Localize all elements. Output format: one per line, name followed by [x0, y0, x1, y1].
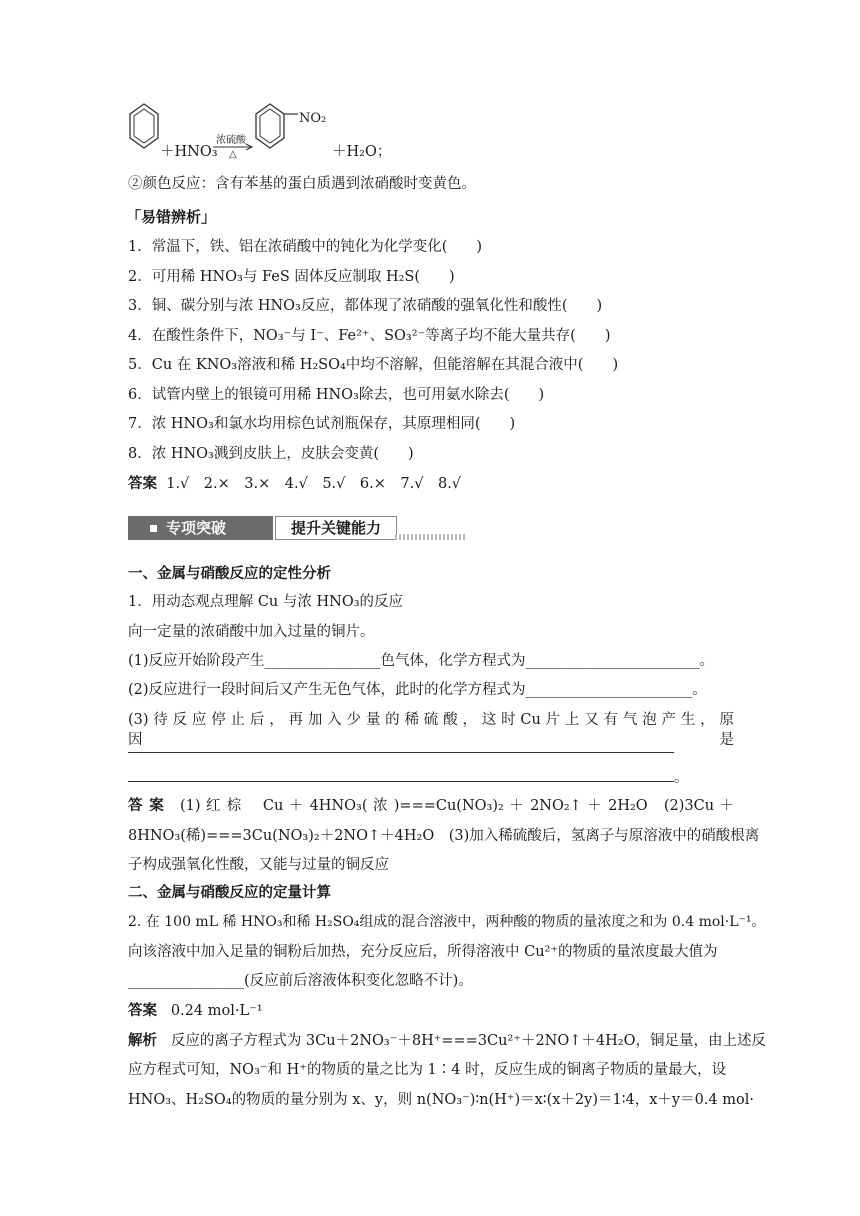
answer-label: 答 案	[128, 798, 165, 814]
q2-answer	[128, 1001, 263, 1021]
errors-section-title	[126, 206, 216, 227]
q2-analysis-line3: HNO₃、H₂SO₄的物质的量分别为 x、y，则 n(NO₃⁻)∶n(H⁺)＝x∶(x＋2y)＝1∶4，x＋y＝0.4 mol·	[128, 1092, 754, 1108]
q2-line1: 2. 在 100 mL 稀 HNO₃和稀 H₂SO₄组成的混合溶液中，两种酸的物质的量浓度之和为 0.4 mol·L⁻¹。	[128, 914, 766, 930]
q2-line3: ________________(反应前后溶液体积变化忽略不计)。	[128, 973, 473, 989]
catalyst-label: 浓硫酸	[216, 135, 246, 146]
q1-title: 1．用动态观点理解 Cu 与浓 HNO₃的反应	[128, 594, 404, 610]
answer-label: 答案	[128, 476, 157, 492]
error-item: 6．试管内壁上的银镜可用稀 HNO₃除去，也可用氨水除去( )	[128, 387, 545, 403]
error-item: 3．铜、碳分别与浓 HNO₃反应，都体现了浓硝酸的强氧化性和酸性( )	[128, 298, 603, 314]
q1-part1: (1)反应开始阶段产生________________色气体，化学方程式为________________________。	[128, 653, 715, 669]
answer-blank-line	[128, 781, 674, 782]
analysis-label: 解析	[128, 1033, 157, 1049]
reagent-hno3: ＋HNO₃	[160, 144, 218, 160]
product-h2o: ＋H₂O；	[332, 144, 392, 160]
no2-group: NO₂	[299, 111, 327, 126]
errors-title-text: 易错辨析	[141, 208, 202, 226]
bracket-right-icon: 」	[201, 208, 217, 226]
blank-period: 。	[674, 770, 689, 786]
bracket-left-icon: 「	[126, 208, 142, 226]
q2-line2: 向该溶液中加入足量的铜粉后加热，充分反应后，所得溶液中 Cu²⁺的物质的量浓度最大值为	[128, 944, 718, 960]
analysis-text: 反应的离子方程式为 3Cu＋2NO₃⁻＋8H⁺===3Cu²⁺＋2NO↑＋4H₂O，铜足量，由上述反	[170, 1033, 766, 1049]
section2-title: 二、金属与硝酸反应的定量计算	[128, 885, 331, 901]
errors-answer	[128, 474, 461, 494]
q1-part2: (2)反应进行一段时间后又产生无色气体，此时的化学方程式为_______________________。	[128, 682, 707, 698]
nitrobenzene-ring-icon	[254, 102, 314, 152]
benzene-ring-icon	[128, 102, 160, 152]
banner-stripe	[395, 534, 467, 540]
answer-text: 1.√ 2.× 3.× 4.√ 5.√ 6.× 7.√ 8.√	[166, 476, 462, 492]
heat-symbol: △	[229, 149, 237, 160]
q1-answer-line1	[128, 796, 734, 816]
error-item: 4．在酸性条件下，NO₃⁻与 I⁻、Fe²⁺、SO₃²⁻等离子均不能大量共存( )	[128, 328, 611, 344]
error-item: 7．浓 HNO₃和氯水均用棕色试剂瓶保存，其原理相同( )	[128, 416, 516, 432]
q1-answer-line2: 8HNO₃(稀)===3Cu(NO₃)₂＋2NO↑＋4H₂O (3)加入稀硫酸后，氢离子与原溶液中的硝酸根离	[128, 828, 760, 844]
error-item: 1．常温下，铁、铝在浓硝酸中的钝化为化学变化( )	[128, 239, 483, 255]
answer-text: 0.24 mol·L⁻¹	[170, 1003, 263, 1019]
error-item: 2．可用稀 HNO₃与 FeS 固体反应制取 H₂S( )	[128, 269, 455, 285]
answer-text: (1) 红 棕 Cu ＋ 4HNO₃( 浓 )===Cu(NO₃)₂ ＋ 2NO₂↑ ＋ 2H₂O (2)3Cu ＋	[179, 798, 735, 814]
error-item: 5．Cu 在 KNO₃溶液和稀 H₂SO₄中均不溶解，但能溶解在其混合液中( )	[128, 357, 619, 373]
square-bullet-icon	[150, 525, 157, 532]
answer-label: 答案	[128, 1003, 157, 1019]
error-item: 8．浓 HNO₃溅到皮肤上，皮肤会变黄( )	[128, 446, 414, 462]
banner-left-text: 专项突破	[166, 519, 227, 537]
q1-answer-line3: 子构成强氧化性酸，又能与过量的铜反应	[128, 857, 389, 873]
banner-right: 提升关键能力	[275, 516, 397, 540]
q1-part3: (3) 待 反 应 停 止 后 ， 再 加 入 少 量 的 稀 硫 酸 ， 这 时 Cu 片 上 又 有 气 泡 产 生 ， 原 因 是	[128, 712, 734, 748]
section-banner	[128, 516, 468, 542]
answer-blank-line	[128, 752, 674, 753]
q2-analysis-line2: 应方程式可知，NO₃⁻和 H⁺的物质的量之比为 1∶4 时，反应生成的铜离子物质的量最大，设	[128, 1062, 727, 1078]
section1-title: 一、金属与硝酸反应的定性分析	[128, 566, 331, 582]
q2-analysis-line1	[128, 1031, 766, 1051]
q1-intro: 向一定量的浓硝酸中加入过量的铜片。	[128, 624, 375, 640]
color-reaction-text: ②颜色反应：含有苯基的蛋白质遇到浓硝酸时变黄色。	[128, 176, 476, 192]
